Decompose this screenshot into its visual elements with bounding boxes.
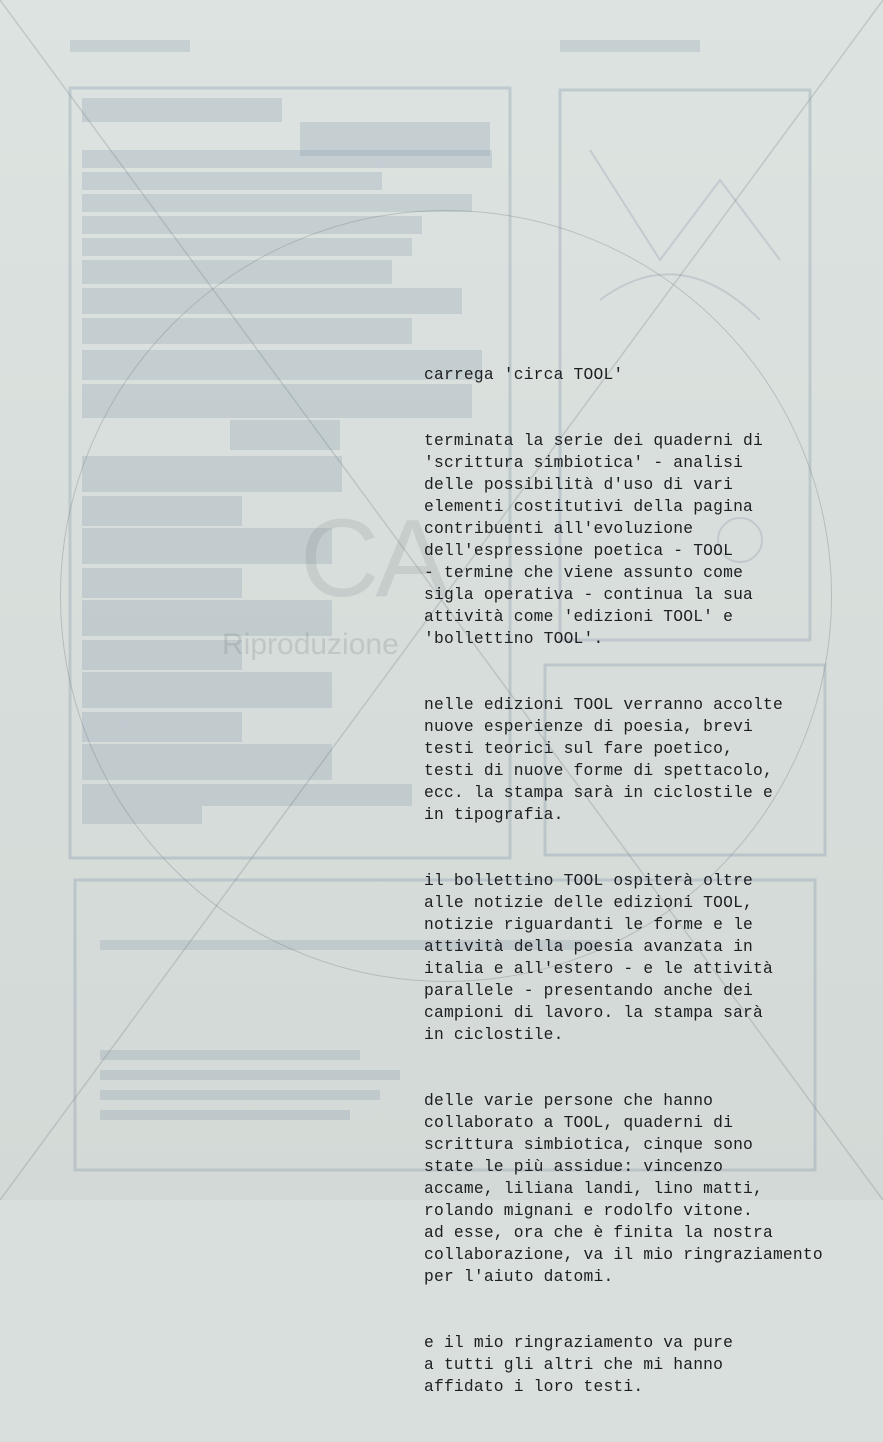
paragraph: il bollettino TOOL ospiterà oltre alle notizie delle edizioni TOOL, notizie riguardanti le forme e le attività della poesia avanzata in italia e all'estero - e le attività parallele - presentando anche dei campioni di lavoro. la stampa sarà in ciclostile. <box>424 871 773 1044</box>
paragraph: terminata la serie dei quaderni di 'scrittura simbiotica' - analisi delle possibilità d'uso di vari elementi costitutivi della pagina contribuenti all'evoluzione dell'espressione poetica - TOOL - termine che viene assunto come sigla operativa - continua la sua attività come 'edizioni TOOL' e 'bollettino TOOL'. <box>424 431 763 648</box>
typewritten-text <box>424 320 824 1442</box>
document-title: carrega 'circa TOOL' <box>424 365 624 384</box>
paragraph: delle varie persone che hanno collaborato a TOOL, quaderni di scrittura simbiotica, cinque sono state le più assidue: vincenzo accame, liliana landi, lino matti, rolando mignani e rodolfo vitone. ad esse, ora che è finita la nostra collaborazione, va il mio ringraziamento per l'aiuto datomi. <box>424 1091 823 1286</box>
watermark-logo: CA <box>300 497 445 620</box>
watermark-text: Riproduzione <box>222 628 399 661</box>
paragraph: nelle edizioni TOOL verranno accolte nuove esperienze di poesia, brevi testi teorici sul fare poetico, testi di nuove forme di spettacolo, ecc. la stampa sarà in ciclostile e in tipografia. <box>424 695 783 824</box>
paragraph: e il mio ringraziamento va pure a tutti gli altri che mi hanno affidato i loro testi. <box>424 1333 734 1396</box>
